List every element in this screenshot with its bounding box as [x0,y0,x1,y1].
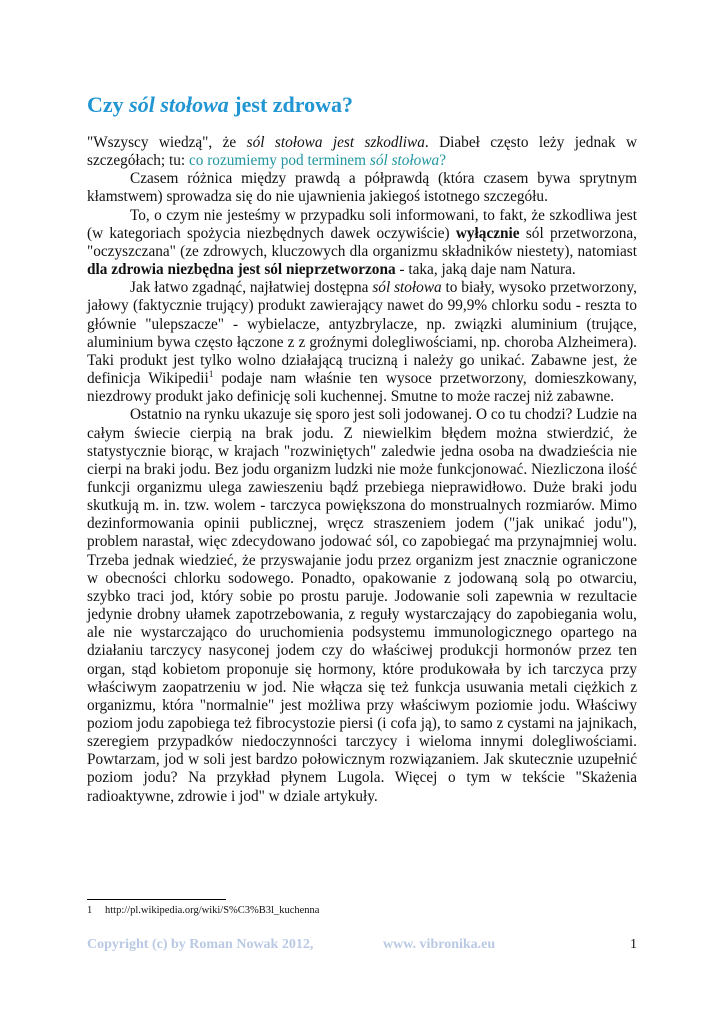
footnote [87,905,319,916]
page-footer [87,937,637,953]
footnote-ref[interactable]: 1 [208,368,214,379]
paragraph-2: Czasem różnica między prawdą a półprawdą (która czasem bywa sprytnym kłamstwem) sprowadza się do nie ujawnienia jakiegoś istotnego szczegółu. [87,170,637,206]
footer-copyright: Copyright (c) by Roman Nowak 2012, [87,937,314,952]
footer-url[interactable]: www. vibronika.eu [383,937,496,952]
paragraph-5: Ostatnio na rynku ukazuje się sporo jest soli jodowanej. O co tu chodzi? Ludzie na całym świecie cierpią na brak jodu. Z niewielkim błędem można stwierdzić, że statystycznie biorąc, w krajach "rozwiniętych" zaledwie jedna osoba na dwadzieścia nie cierpi na braki jodu. Bez jodu organizm ludzki nie może funkcjonować. Niezliczona ilość funkcji organizmu ulega zawieszeniu bądź przebiega nieprawidłowo. Duże braki jodu skutkują m. in. tzw. wolem - tarczyca powiększona do monstrualnych rozmiarów. Mimo dezinformowania opinii publicznej, wręcz straszeniem jodem ("jak unikać jodu"), problem narastał, więc zdecydowano jodować sól, co zapobiegać ma przynajmniej wolu. Trzeba jednak wiedzieć, że przyswajanie jodu przez organizm jest znacznie ograniczone w obecności chlorku sodowego. Ponadto, opakowanie z jodowaną solą po otwarciu, szybko traci jod, który sobie po prostu paruje. Jodowanie soli zapewnia w rezultacie jedynie drobny ułamek zapotrzebowania, z reguły wystarczający do zapobiegania wolu, ale nie wystarczająco do uruchomienia podsystemu immunologicznego opartego na działaniu tarczycy nasyconej jodem czy do właściwej produkcji hormonów przez ten organ, stąd kobietom proponuje się hormony, które produkowała by ich tarczyca przy właściwym zaopatrzeniu w jod. Nie włącza się też funkcja usuwania metali ciężkich z organizmu, która "normalnie" jest możliwa przy właściwym poziomie jodu. Właściwy poziom jodu zapobiega też fibrocystozie piersi (i cofa ją), to samo z cystami na jajnikach, szeregiem przypadków niedoczynności tarczycy i wieloma innymi dolegliwościami. Powtarzam, jod w soli jest bardzo połowicznym rozwiązaniem. Jak skutecznie uzupełnić poziom jodu? Na przykład płynem Lugola. Więcej o tym w tekście "Skażenia radioaktywne, zdrowie i jod" w dziale artykuły. [87,406,637,805]
paragraph-3: To, o czym nie jesteśmy w przypadku soli informowani, to fakt, że szkodliwa jest (w kategoriach spożycia niezbędnych dawek oczywiście) wyłącznie sól przetworzona, "oczyszczana" (ze zdrowych, kluczowych dla organizmu składników niestety), natomiast dla zdrowia niezbędna jest sól nieprzetworzona - taka, jaką daje nam Natura. [87,206,638,279]
page-number: 1 [630,937,637,952]
footnote-url[interactable]: http://pl.wikipedia.org/wiki/S%C3%B3l_kuchenna [105,905,320,916]
paragraph-4: Jak łatwo zgadnąć, najłatwiej dostępna sól stołowa to biały, wysoko przetworzony, jałowy (faktycznie trujący) produkt zawierający nawet do 99,9% chlorku sodu - reszta to głównie "ulepszacze" - wybielacze, antyzbrylacze, np. związki aluminium (trujące, aluminium bywa często łączone z z groźnymi dolegliwościami, np. choroba Alzheimera). Taki produkt jest tylko wolno działającą trucizną i należy go unikać. Zabawne jest, że definicja Wikipedii$^1$ podaje nam właśnie ten wysoce przetworzony, domieszkowany, niezdrowy produkt jako definicję soli kuchennej. Smutne to może raczej niż zabawne. [87,279,637,406]
page-title: Czy sól stołowa jest zdrowa? [87,92,354,117]
question-link[interactable]: co rozumiemy pod terminem sól stołowa? [188,152,446,170]
footnote-number: 1 [87,905,93,916]
paragraph-intro: "Wszyscy wiedzą", że sól stołowa jest szkodliwa. Diabeł często leży jednak w szczegółach; tu: co rozumiemy pod terminem sól stołowa? [87,134,637,170]
article-body [87,134,637,806]
footnote-divider [87,899,226,900]
